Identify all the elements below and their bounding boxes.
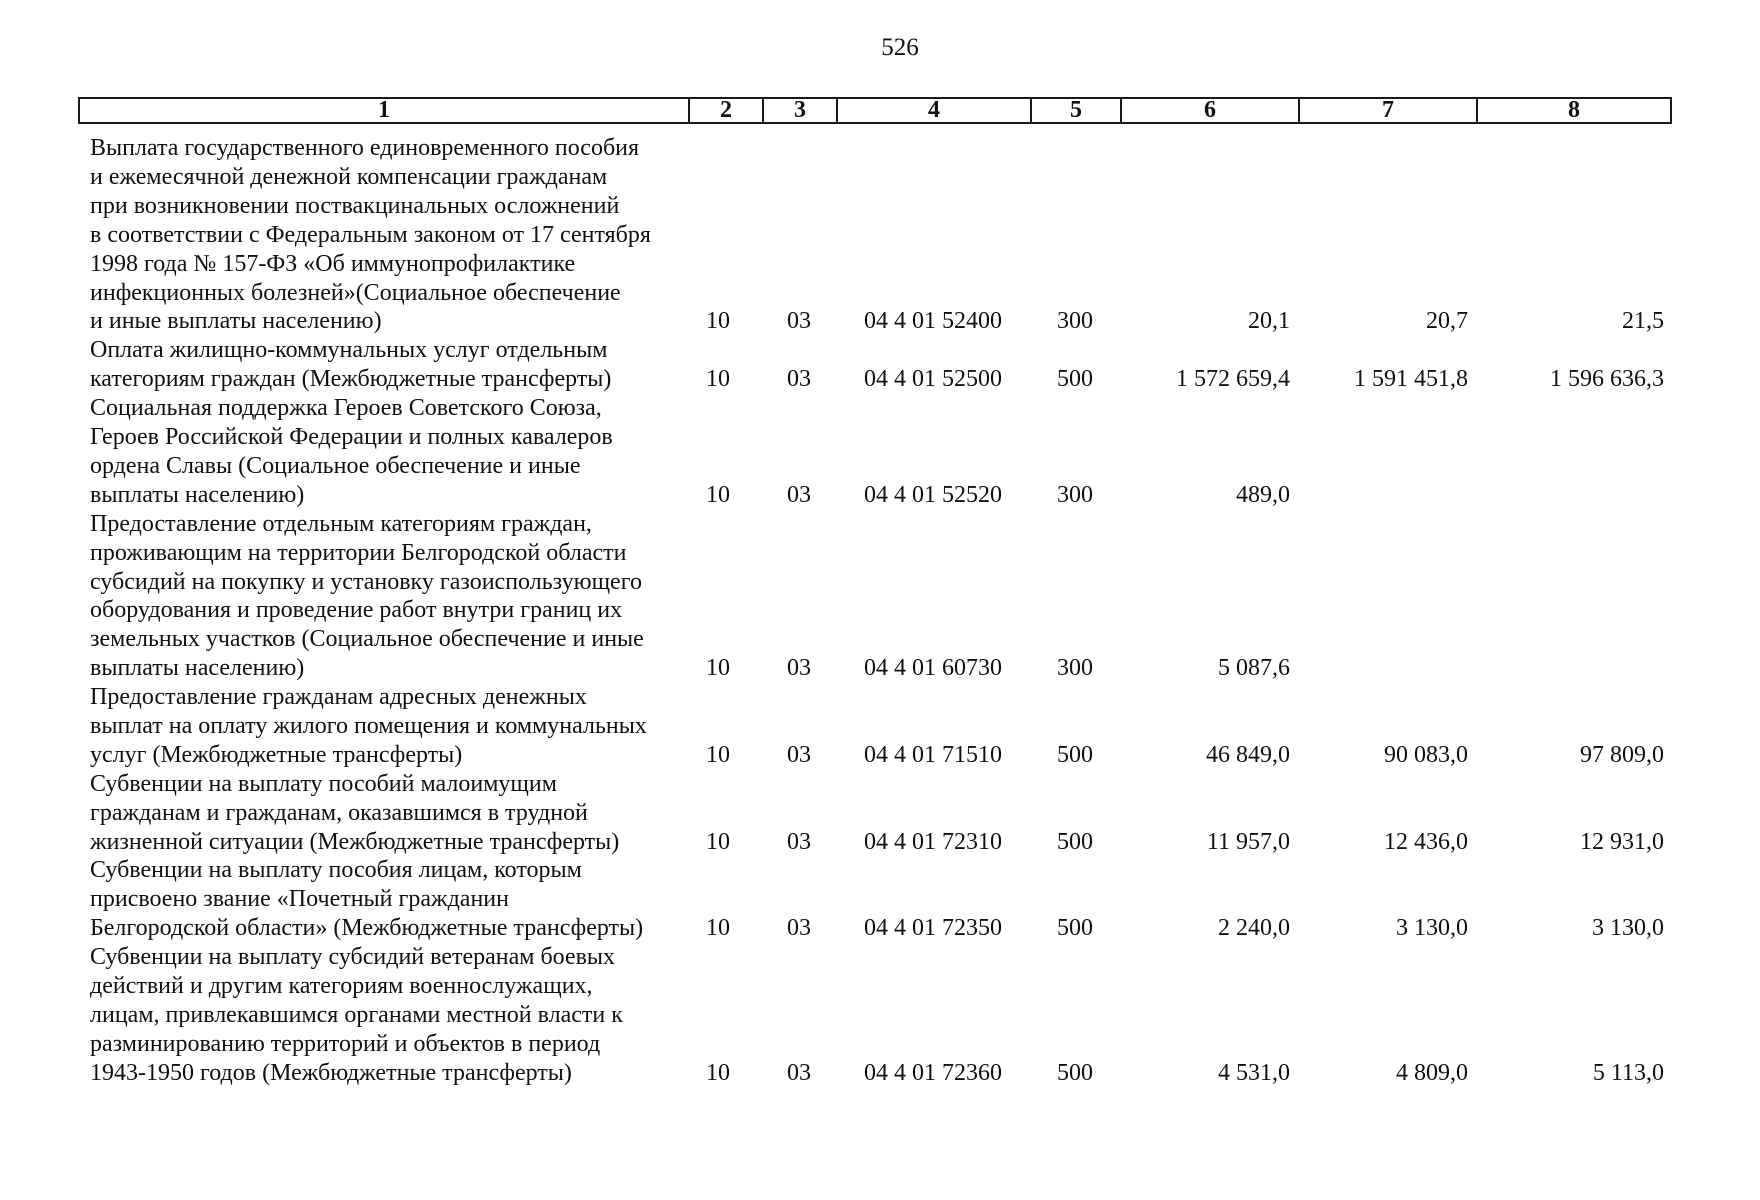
expense-type-cell: 500 [1057, 828, 1093, 855]
target-article-cell: 04 4 01 72350 [864, 915, 1002, 942]
subsection-cell: 03 [787, 741, 811, 768]
expense-type-cell: 300 [1057, 655, 1093, 682]
subsection-cell: 03 [787, 655, 811, 682]
amount-col6-cell: 46 849,0 [1206, 741, 1290, 768]
amount-col6-cell: 2 240,0 [1218, 915, 1290, 942]
column-header-7: 7 [1299, 98, 1477, 123]
subsection-cell: 03 [787, 915, 811, 942]
target-article-cell: 04 4 01 72360 [864, 1059, 1002, 1086]
section-cell: 10 [706, 915, 730, 942]
subsection-cell: 03 [787, 366, 811, 393]
amount-col7-cell: 20,7 [1426, 308, 1468, 335]
row-description: Предоставление гражданам адресных денежных выплат на оплату жилого помещения и коммунальных услуг (Межбюджетные трансферты) [90, 684, 647, 768]
column-header-6: 6 [1121, 98, 1299, 123]
section-cell: 10 [706, 366, 730, 393]
row-description: Предоставление отдельным категориям граждан, проживающим на территории Белгородской области субсидий на покупку и установку газоиспользующего оборудования и проведение работ внутри границ их земельных участков (Социальное обеспечение и иные выплаты населению) [90, 510, 644, 682]
row-description: Оплата жилищно-коммунальных услуг отдельным категориям граждан (Межбюджетные трансферты) [90, 337, 612, 393]
amount-col8-cell: 5 113,0 [1592, 1059, 1664, 1086]
target-article-cell: 04 4 01 72310 [864, 828, 1002, 855]
target-article-cell: 04 4 01 52520 [864, 481, 1002, 508]
subsection-cell: 03 [787, 308, 811, 335]
expense-type-cell: 500 [1057, 366, 1093, 393]
expense-type-cell: 500 [1057, 741, 1093, 768]
subsection-cell: 03 [787, 828, 811, 855]
table-row [0, 510, 1760, 683]
target-article-cell: 04 4 01 60730 [864, 655, 1002, 682]
table-row [0, 770, 1760, 857]
table-row [0, 134, 1760, 336]
amount-col8-cell: 1 596 636,3 [1550, 366, 1664, 393]
amount-col8-cell: 12 931,0 [1580, 828, 1664, 855]
section-cell: 10 [706, 308, 730, 335]
amount-col6-cell: 20,1 [1248, 308, 1290, 335]
section-cell: 10 [706, 741, 730, 768]
column-header-4: 4 [837, 98, 1031, 123]
expense-type-cell: 500 [1057, 1059, 1093, 1086]
page-number: 526 [881, 34, 919, 61]
target-article-cell: 04 4 01 52500 [864, 366, 1002, 393]
column-header-8: 8 [1477, 98, 1671, 123]
amount-col7-cell: 1 591 451,8 [1354, 366, 1468, 393]
amount-col8-cell: 21,5 [1622, 308, 1664, 335]
target-article-cell: 04 4 01 71510 [864, 741, 1002, 768]
amount-col6-cell: 11 957,0 [1206, 828, 1290, 855]
table-row [0, 394, 1760, 510]
amount-col7-cell: 3 130,0 [1396, 915, 1468, 942]
row-description: Субвенции на выплату субсидий ветеранам боевых действий и другим категориям военнослужащих, лицам, привлекавшимся органами местной власти к разминированию территорий и объектов в период 1943-1950 годов (Межбюджетные трансферты) [90, 944, 623, 1086]
table-row [0, 336, 1760, 394]
table-row [0, 683, 1760, 770]
section-cell: 10 [706, 655, 730, 682]
table-row [0, 856, 1760, 943]
table-row [0, 943, 1760, 1088]
amount-col8-cell: 97 809,0 [1580, 741, 1664, 768]
column-header-table [78, 97, 1672, 124]
row-description: Социальная поддержка Героев Советского Союза, Героев Российской Федерации и полных кавалеров ордена Славы (Социальное обеспечение и иные выплаты населению) [90, 395, 613, 508]
amount-col6-cell: 489,0 [1236, 481, 1290, 508]
amount-col8-cell: 3 130,0 [1592, 915, 1664, 942]
amount-col6-cell: 1 572 659,4 [1176, 366, 1290, 393]
expense-type-cell: 500 [1057, 915, 1093, 942]
amount-col7-cell: 90 083,0 [1384, 741, 1468, 768]
column-header-5: 5 [1031, 98, 1121, 123]
amount-col6-cell: 4 531,0 [1218, 1059, 1290, 1086]
column-header-2: 2 [689, 98, 763, 123]
column-header-1: 1 [79, 98, 689, 123]
subsection-cell: 03 [787, 1059, 811, 1086]
expense-type-cell: 300 [1057, 481, 1093, 508]
amount-col7-cell: 12 436,0 [1384, 828, 1468, 855]
amount-col7-cell: 4 809,0 [1396, 1059, 1468, 1086]
row-description: Субвенции на выплату пособий малоимущим гражданам и гражданам, оказавшимся в трудной жизненной ситуации (Межбюджетные трансферты) [90, 770, 620, 855]
amount-col6-cell: 5 087,6 [1218, 655, 1290, 682]
expense-type-cell: 300 [1057, 308, 1093, 335]
column-header-3: 3 [763, 98, 837, 123]
section-cell: 10 [706, 1059, 730, 1086]
column-header-row [79, 98, 1671, 123]
row-description: Выплата государственного единовременного пособия и ежемесячной денежной компенсации гражданам при возникновении поствакцинальных осложнений в соответствии с Федеральным законом от 17 сентября 1998 года № 157-ФЗ «Об иммунопрофилактике инфекционных болезней»(Социальное обеспечение и иные выплаты населению) [90, 135, 651, 335]
section-cell: 10 [706, 828, 730, 855]
target-article-cell: 04 4 01 52400 [864, 308, 1002, 335]
row-description: Субвенции на выплату пособия лицам, которым присвоено звание «Почетный гражданин Белгородской области» (Межбюджетные трансферты) [90, 857, 644, 942]
subsection-cell: 03 [787, 481, 811, 508]
table-body [0, 134, 1760, 1088]
section-cell: 10 [706, 481, 730, 508]
